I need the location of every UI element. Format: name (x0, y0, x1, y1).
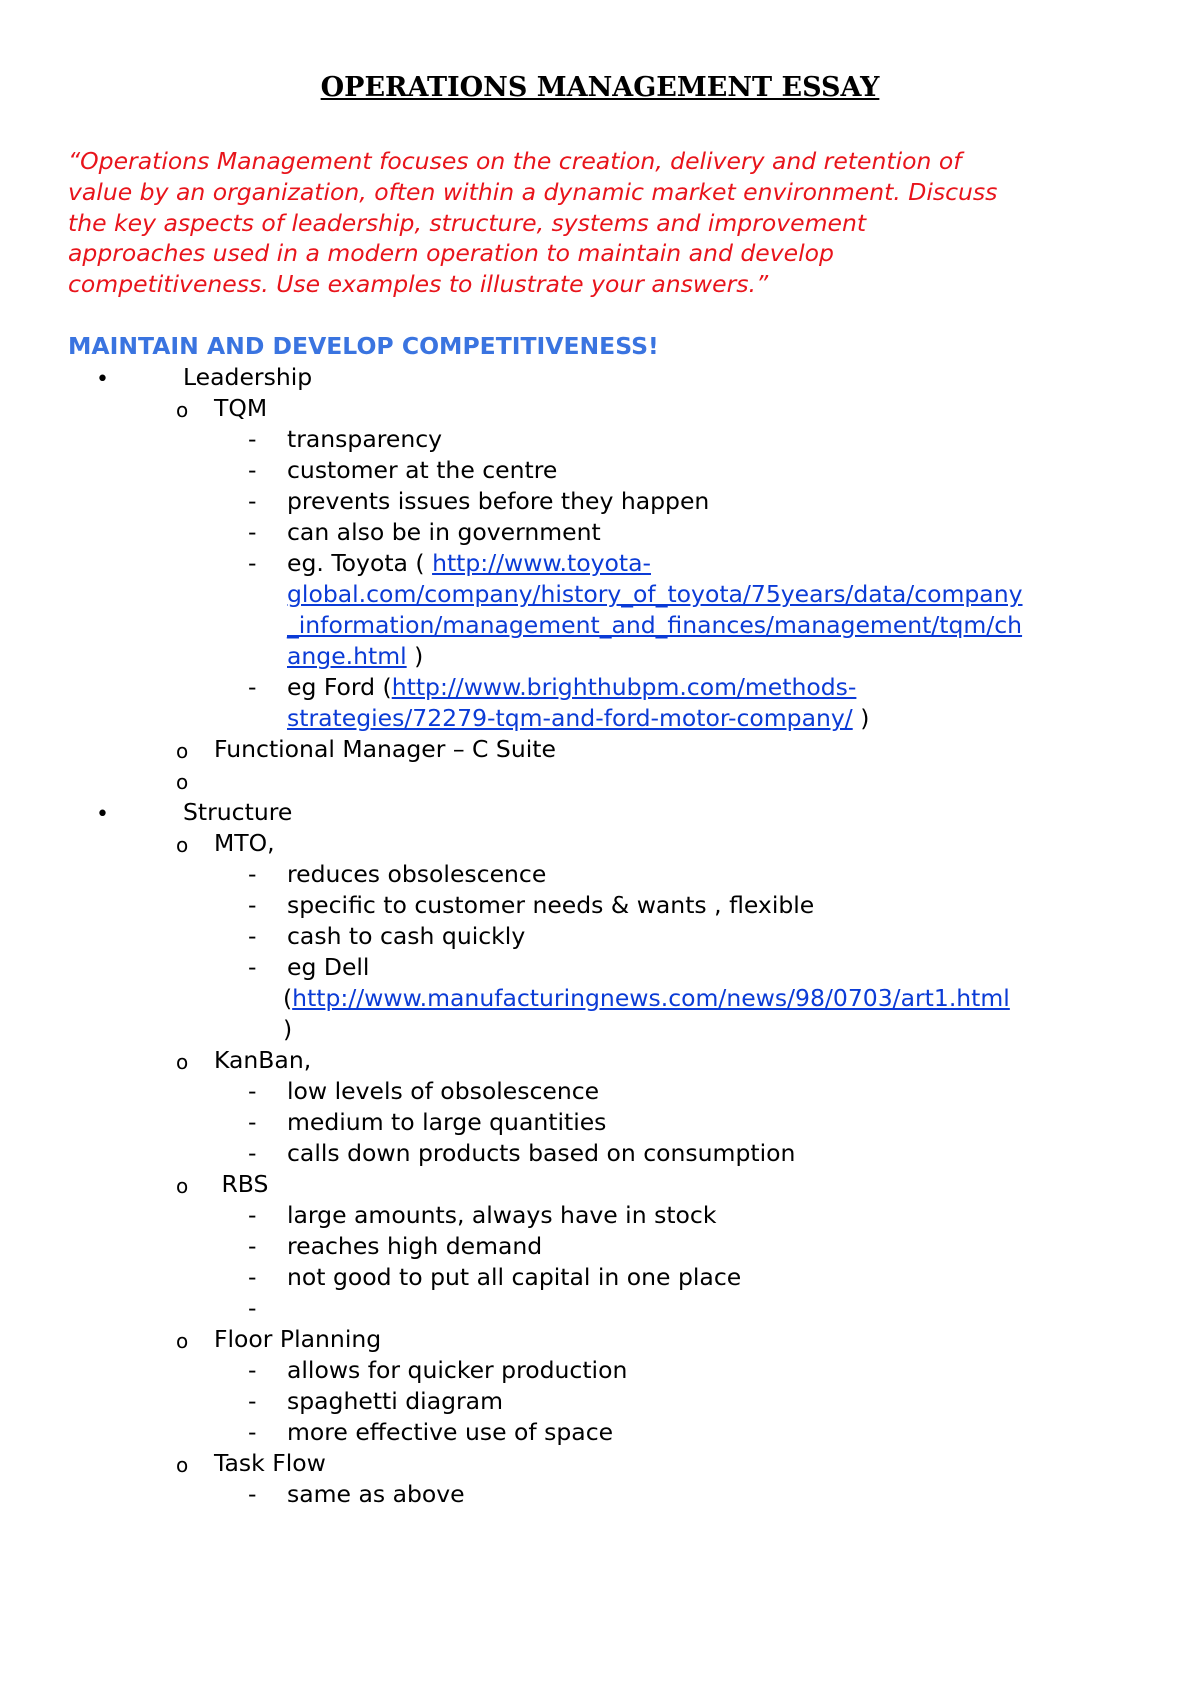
circle-bullet-icon: o (176, 770, 189, 794)
dash-icon: - (248, 1232, 257, 1260)
dash-icon: - (248, 953, 257, 981)
dash-icon: - (248, 487, 257, 515)
outline-item-structure: Structure (183, 798, 293, 826)
tqm-point: prevents issues before they happen (287, 487, 710, 515)
rbs-point: large amounts, always have in stock (287, 1201, 717, 1229)
prompt-line: the key aspects of leadership, structure, systems and improvement (68, 208, 867, 237)
kanban-point: medium to large quantities (287, 1108, 607, 1136)
outline-item-rbs: RBS (214, 1170, 269, 1198)
dash-icon: - (248, 673, 257, 701)
rbs-point: not good to put all capital in one place (287, 1263, 742, 1291)
dash-icon: - (248, 1201, 257, 1229)
kanban-point: calls down products based on consumption (287, 1139, 796, 1167)
dash-icon: - (248, 1294, 257, 1322)
dell-link[interactable]: http://www.manufacturingnews.com/news/98/0703/art1.html (292, 984, 1010, 1012)
dell-open-paren: ( (283, 984, 293, 1012)
toyota-link[interactable]: ange.html (287, 642, 407, 670)
dash-icon: - (248, 891, 257, 919)
toyota-link[interactable]: global.com/company/history_of_toyota/75years/data/company (287, 580, 1023, 608)
dash-icon: - (248, 456, 257, 484)
tqm-point: can also be in government (287, 518, 601, 546)
tqm-point: customer at the centre (287, 456, 558, 484)
dell-close-paren: ) (283, 1015, 293, 1043)
tqm-point: transparency (287, 425, 443, 453)
toyota-link[interactable]: http://www.toyota- (432, 549, 651, 577)
outline-item-floor-planning: Floor Planning (214, 1325, 382, 1353)
floor-planning-point: more effective use of space (287, 1418, 614, 1446)
circle-bullet-icon: o (176, 1174, 189, 1198)
rbs-point: reaches high demand (287, 1232, 543, 1260)
dash-icon: - (248, 1139, 257, 1167)
ford-suffix: ) (852, 704, 870, 732)
essay-prompt (68, 146, 1148, 300)
prompt-line: approaches used in a modern operation to maintain and develop (68, 239, 834, 268)
dash-icon: - (248, 1108, 257, 1136)
dash-icon: - (248, 1263, 257, 1291)
ford-prefix: eg Ford ( (287, 673, 392, 701)
dash-icon: - (248, 1480, 257, 1508)
floor-planning-point: spaghetti diagram (287, 1387, 503, 1415)
outline-item-tqm: TQM (214, 394, 268, 422)
outline-item-leadership: Leadership (183, 363, 313, 391)
prompt-line: “Operations Management focuses on the creation, delivery and retention of (68, 147, 962, 175)
outline-item-functional-manager: Functional Manager – C Suite (214, 735, 556, 763)
mto-point: reduces obsolescence (287, 860, 547, 888)
bullet-icon: • (96, 802, 109, 827)
dash-icon: - (248, 425, 257, 453)
toyota-link-end (287, 641, 423, 672)
ford-link-end (287, 703, 869, 734)
ford-link[interactable]: http://www.brighthubpm.com/methods- (391, 673, 857, 701)
floor-planning-point: allows for quicker production (287, 1356, 628, 1384)
ford-example (287, 672, 856, 703)
circle-bullet-icon: o (176, 739, 189, 763)
dash-icon: - (248, 1356, 257, 1384)
kanban-point: low levels of obsolescence (287, 1077, 600, 1105)
circle-bullet-icon: o (176, 1453, 189, 1477)
toyota-suffix: ) (406, 642, 424, 670)
toyota-example (287, 548, 651, 579)
prompt-line: value by an organization, often within a dynamic market environment. Discuss (68, 177, 998, 206)
section-heading: MAINTAIN AND DEVELOP COMPETITIVENESS! (68, 332, 659, 360)
dell-link-line (283, 983, 1010, 1014)
dash-icon: - (248, 860, 257, 888)
toyota-prefix: eg. Toyota ( (287, 549, 433, 577)
task-flow-point: same as above (287, 1480, 465, 1508)
outline-item-kanban: KanBan, (214, 1046, 312, 1074)
bullet-icon: • (96, 367, 109, 392)
circle-bullet-icon: o (176, 833, 189, 857)
outline-item-task-flow: Task Flow (214, 1449, 326, 1477)
ford-link[interactable]: strategies/72279-tqm-and-ford-motor-company/ (287, 704, 853, 732)
dash-icon: - (248, 549, 257, 577)
prompt-line: competitiveness. Use examples to illustrate your answers.” (68, 270, 769, 299)
dash-icon: - (248, 1387, 257, 1415)
dash-icon: - (248, 518, 257, 546)
document-title: OPERATIONS MANAGEMENT ESSAY (320, 72, 880, 103)
circle-bullet-icon: o (176, 1329, 189, 1353)
mto-point: specific to customer needs & wants , flexible (287, 891, 815, 919)
circle-bullet-icon: o (176, 398, 189, 422)
dash-icon: - (248, 922, 257, 950)
dash-icon: - (248, 1418, 257, 1446)
dash-icon: - (248, 1077, 257, 1105)
toyota-link[interactable]: _information/management_and_finances/management/tqm/ch (287, 611, 1023, 639)
mto-point: eg Dell (287, 953, 370, 981)
circle-bullet-icon: o (176, 1050, 189, 1074)
outline-item-mto: MTO, (214, 829, 275, 857)
mto-point: cash to cash quickly (287, 922, 526, 950)
